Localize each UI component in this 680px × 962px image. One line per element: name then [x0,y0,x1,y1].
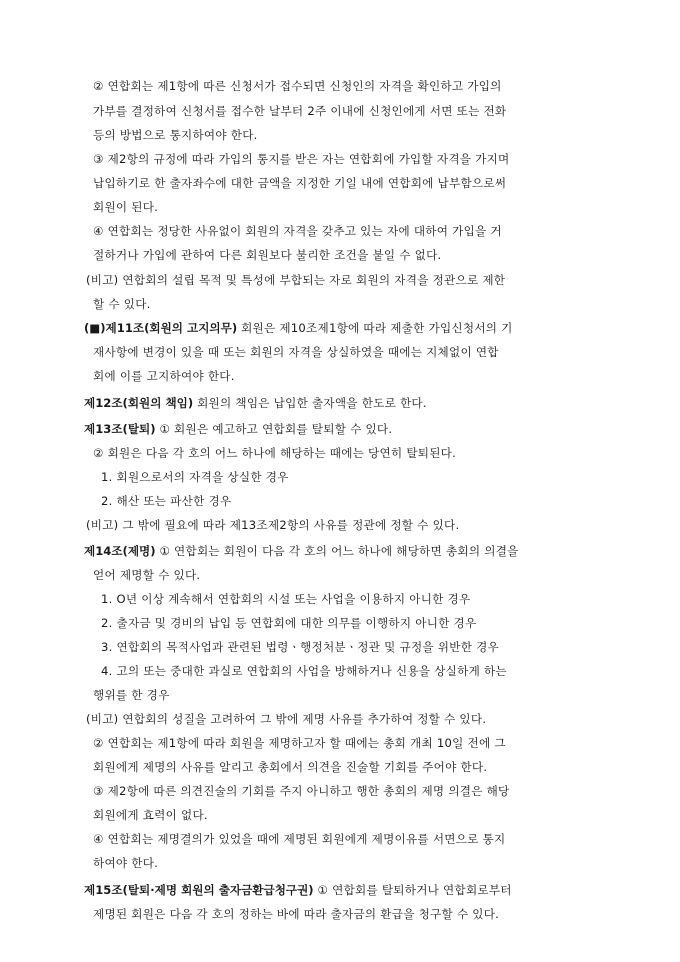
art11-heading: (■)제11조(회원의 고지의무) [84,321,238,335]
art11-line1 [84,320,513,337]
art14-para2-line1: ② 연합회는 제1항에 따라 회원을 제명하고자 할 때에는 총회 개최 10일 전에 그 [93,736,506,750]
art15-line2: 제명된 회원은 다음 각 호의 정하는 바에 따라 출자금의 환급을 청구할 수 있다. [93,907,500,921]
art14-item4-line2: 행위를 한 경우 [93,688,170,702]
art11-line3: 회에 이를 고지하여야 한다. [93,369,235,383]
art14-item4-line1: 4. 고의 또는 중대한 과실로 연합회의 사업을 방해하거나 신용을 상실하게 하는 [101,664,507,678]
art14-line2: 얻어 제명할 수 있다. [93,568,201,582]
art14-item3: 3. 연합회의 목적사업과 관련된 법령ㆍ행정처분ㆍ정관 및 규정을 위반한 경우 [101,640,499,654]
art10-para4-line1: ④ 연합회는 정당한 사유없이 회원의 자격을 갖추고 있는 자에 대하여 가입을 거 [93,224,502,238]
art13-heading: 제13조(탈퇴) [84,422,156,436]
art15-text: ① 연합회를 탈퇴하거나 연합회로부터 [317,883,512,897]
art10-note-line2: 할 수 있다. [93,297,151,311]
art10-note-line1: (비고) 연합회의 설립 목적 및 특성에 부합되는 자로 회원의 자격을 정관으로 제한 [86,273,506,287]
art12-text: 회원의 책임은 납입한 출자액을 한도로 한다. [197,396,427,410]
art10-para2-line2: 가부를 결정하여 신청서를 접수한 날부터 2주 이내에 신청인에게 서면 또는 전화 [93,104,507,118]
art14-item2: 2. 출자금 및 경비의 납입 등 연합회에 대한 의무를 이행하지 아니한 경우 [101,616,477,630]
art14-para4-line2: 하여야 한다. [93,856,159,870]
art11-text: 회원은 제10조제1항에 따라 제출한 가입신청서의 기 [241,321,513,335]
art14-para2-line2: 회원에게 제명의 사유를 알리고 총회에서 의견을 진술할 기회를 주어야 한다. [93,760,488,774]
art13-text: ① 회원은 예고하고 연합회를 탈퇴할 수 있다. [159,422,393,436]
art11-line2: 재사항에 변경이 있을 때 또는 회원의 자격을 상실하였을 때에는 지체없이 연합 [93,345,499,359]
art13-line1 [84,421,392,438]
art13-para2: ② 회원은 다음 각 호의 어느 하나에 해당하는 때에는 당연히 탈퇴된다. [93,446,457,460]
art10-para3-line3: 회원이 된다. [93,200,159,214]
art12-heading: 제12조(회원의 책임) [84,396,194,410]
art14-line1 [84,543,519,560]
art10-para2-line1: ② 연합회는 제1항에 따른 신청서가 접수되면 신청인의 자격을 확인하고 가입의 [93,79,502,93]
art12-line1 [84,395,427,412]
art13-item2: 2. 해산 또는 파산한 경우 [101,494,232,508]
art13-item1: 1. 회원으로서의 자격을 상실한 경우 [101,470,289,484]
art14-note: (비고) 연합회의 성질을 고려하여 그 밖에 제명 사유를 추가하여 정할 수 있다. [86,712,487,726]
art10-para2-line3: 등의 방법으로 통지하여야 한다. [93,128,258,142]
art10-para4-line2: 절하거나 가입에 관하여 다른 회원보다 불리한 조건을 붙일 수 없다. [93,248,442,262]
art13-note: (비고) 그 밖에 필요에 따라 제13조제2항의 사유를 정관에 정할 수 있다. [86,518,460,532]
art14-item1: 1. O년 이상 계속해서 연합회의 시설 또는 사업을 이용하지 아니한 경우 [101,592,471,606]
art14-text: ① 연합회는 회원이 다음 각 호의 어느 하나에 해당하면 총회의 의결을 [159,544,519,558]
art10-para3-line2: 납입하기로 한 출자좌수에 대한 금액을 지정한 기일 내에 연합회에 납부함으로써 [93,176,507,190]
art14-para3-line1: ③ 제2항에 따른 의견진술의 기회를 주지 아니하고 행한 총회의 제명 의결은 해당 [93,784,510,798]
art10-para3-line1: ③ 제2항의 규정에 따라 가입의 통지를 받은 자는 연합회에 가입할 자격을 가지며 [93,152,510,166]
art14-para4-line1: ④ 연합회는 제명결의가 있었을 때에 제명된 회원에게 제명이유를 서면으로 통지 [93,832,506,846]
art15-heading: 제15조(탈퇴·제명 회원의 출자금환급청구권) [84,883,314,897]
art14-para3-line2: 회원에게 효력이 없다. [93,808,208,822]
art14-heading: 제14조(제명) [84,544,156,558]
art15-line1 [84,882,512,899]
